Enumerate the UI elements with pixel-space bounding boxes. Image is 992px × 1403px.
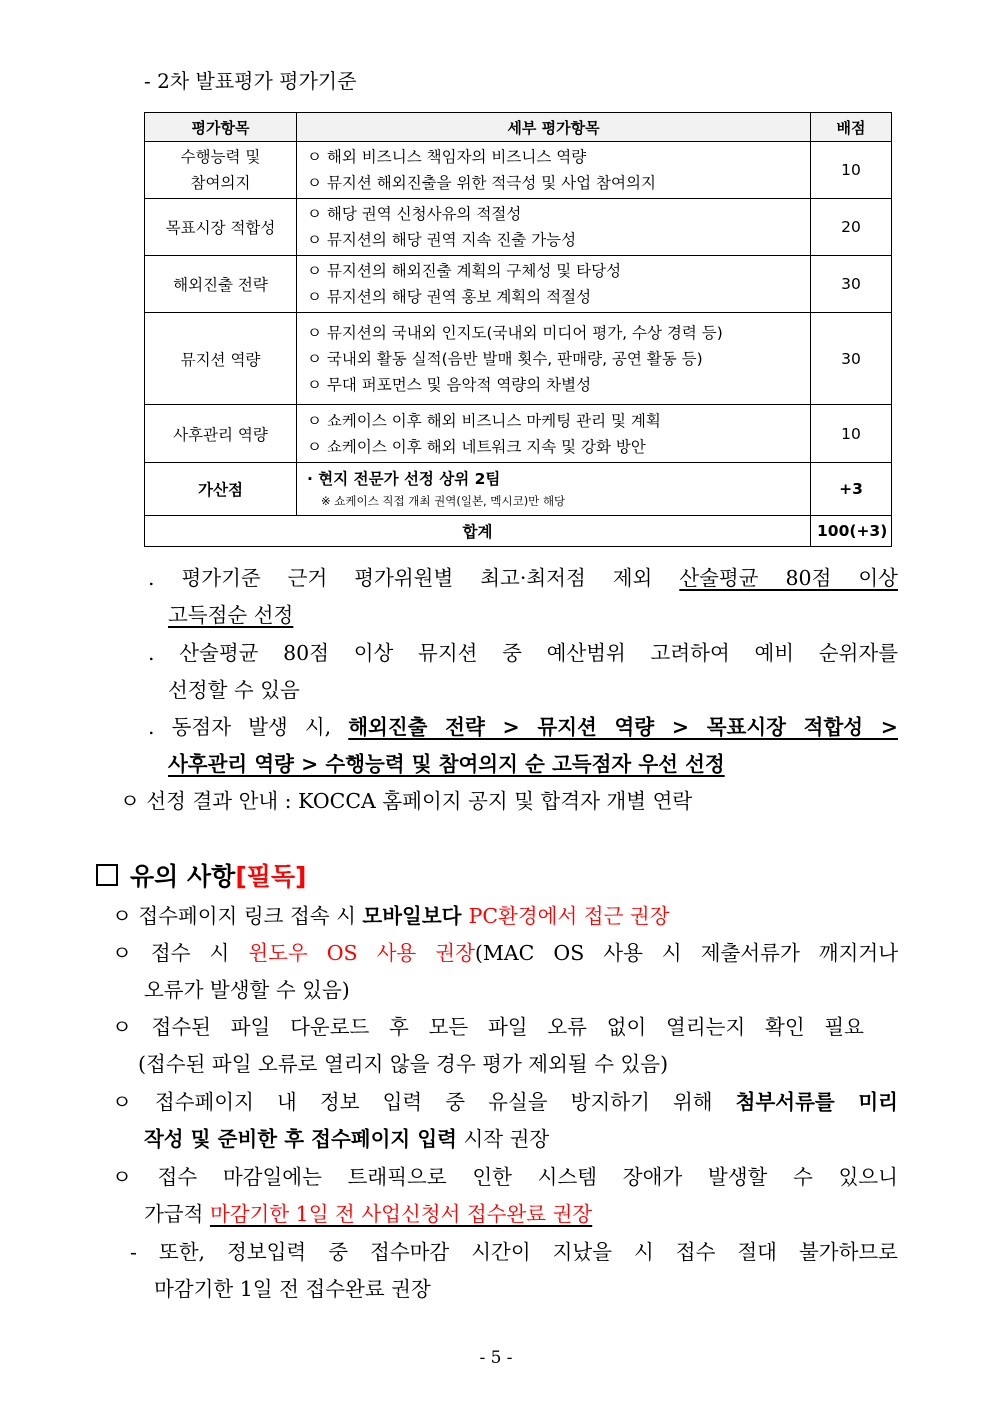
notice-item-5: ㅇ 접수 마감일에는 트래픽으로 인한 시스템 장애가 발생할 수 있으니 — [112, 1165, 898, 1189]
criteria-line-2b: 선정할 수 있음 — [168, 678, 300, 702]
row-score: 30 — [811, 256, 892, 313]
selection-result-notice: ㅇ 선정 결과 안내 : KOCCA 홈페이지 공지 및 합격자 개별 연락 — [120, 789, 693, 813]
table-row — [145, 405, 892, 463]
row-score: 10 — [811, 142, 892, 199]
section-subtitle: - 2차 발표평가 평가기준 — [144, 69, 357, 93]
row-category: 수행능력 및 참여의지 — [145, 142, 297, 199]
row-score: 30 — [811, 313, 892, 405]
row-items: ㅇ 해당 권역 신청사유의 적절성 ㅇ 뮤지션의 해당 권역 지속 진출 가능성 — [297, 199, 811, 256]
notice-item-4b: 작성 및 준비한 후 접수페이지 입력 시작 권장 — [144, 1127, 550, 1151]
total-score: 100(+3) — [811, 516, 892, 547]
criteria-line-3b: 사후관리 역량 > 수행능력 및 참여의지 순 고득점자 우선 선정 — [168, 752, 725, 776]
row-score: 20 — [811, 199, 892, 256]
row-items: ㅇ 뮤지션의 해외진출 계획의 구체성 및 타당성 ㅇ 뮤지션의 해당 권역 홍보 계획의 적절성 — [297, 256, 811, 313]
total-row — [145, 516, 892, 547]
notice-item-3b: (접수된 파일 오류로 열리지 않을 경우 평가 제외될 수 있음) — [138, 1052, 669, 1076]
row-category: 뮤지션 역량 — [145, 313, 297, 405]
table-row — [145, 142, 892, 199]
notice-item-2b: 오류가 발생할 수 있음) — [144, 978, 350, 1002]
row-category: 사후관리 역량 — [145, 405, 297, 463]
header-score: 배점 — [811, 113, 892, 142]
bonus-category: 가산점 — [145, 463, 297, 516]
total-label: 합계 — [145, 516, 811, 547]
row-score: 10 — [811, 405, 892, 463]
row-category: 목표시장 적합성 — [145, 199, 297, 256]
table-row — [145, 256, 892, 313]
table-row — [145, 313, 892, 405]
notice-item-3: ㅇ 접수된 파일 다운로드 후 모든 파일 오류 없이 열리는지 확인 필요 — [112, 1015, 864, 1039]
bonus-score: +3 — [811, 463, 892, 516]
notice-item-4: ㅇ 접수페이지 내 정보 입력 중 유실을 방지하기 위해 첨부서류를 미리 — [112, 1090, 898, 1114]
criteria-line-3: . 동점자 발생 시, 해외진출 전략 > 뮤지션 역량 > 목표시장 적합성 > — [148, 715, 898, 739]
notice-item-6: - 또한, 정보입력 중 접수마감 시간이 지났을 시 접수 절대 불가하므로 — [130, 1240, 898, 1264]
criteria-line-1: . 평가기준 근거 평가위원별 최고·최저점 제외 산술평균 80점 이상 — [148, 566, 898, 590]
bonus-row — [145, 463, 892, 516]
notice-item-2: ㅇ 접수 시 윈도우 OS 사용 권장(MAC OS 사용 시 제출서류가 깨지거나 — [112, 941, 898, 965]
bonus-items: · 현지 전문가 선정 상위 2팀 ※ 쇼케이스 직접 개최 권역(일본, 멕시코)만 해당 — [297, 463, 811, 516]
notice-item-1: ㅇ 접수페이지 링크 접속 시 모바일보다 PC환경에서 접근 권장 — [112, 904, 670, 928]
notice-item-6b: 마감기한 1일 전 접수완료 권장 — [154, 1277, 431, 1301]
table-row — [145, 199, 892, 256]
criteria-line-1b: 고득점순 선정 — [168, 603, 294, 627]
header-detail: 세부 평가항목 — [297, 113, 811, 142]
header-category: 평가항목 — [145, 113, 297, 142]
checkbox-square-icon — [96, 864, 118, 886]
notice-section-title: 유의 사항[필독] — [96, 860, 306, 894]
page-number: - 5 - — [479, 1348, 513, 1368]
row-items: ㅇ 쇼케이스 이후 해외 비즈니스 마케팅 관리 및 계획 ㅇ 쇼케이스 이후 해외 네트워크 지속 및 강화 방안 — [297, 405, 811, 463]
row-items: ㅇ 뮤지션의 국내외 인지도(국내외 미디어 평가, 수상 경력 등) ㅇ 국내외 활동 실적(음반 발매 횟수, 판매량, 공연 활동 등) ㅇ 무대 퍼포먼스 및 음악적 역량의 차별성 — [297, 313, 811, 405]
criteria-line-2: . 산술평균 80점 이상 뮤지션 중 예산범위 고려하여 예비 순위자를 — [148, 641, 898, 665]
evaluation-criteria-table — [144, 112, 892, 547]
row-items: ㅇ 해외 비즈니스 책임자의 비즈니스 역량 ㅇ 뮤지션 해외진출을 위한 적극성 및 사업 참여의지 — [297, 142, 811, 199]
table-header-row — [145, 113, 892, 142]
row-category: 해외진출 전략 — [145, 256, 297, 313]
notice-item-5b: 가급적 마감기한 1일 전 사업신청서 접수완료 권장 — [144, 1202, 593, 1226]
